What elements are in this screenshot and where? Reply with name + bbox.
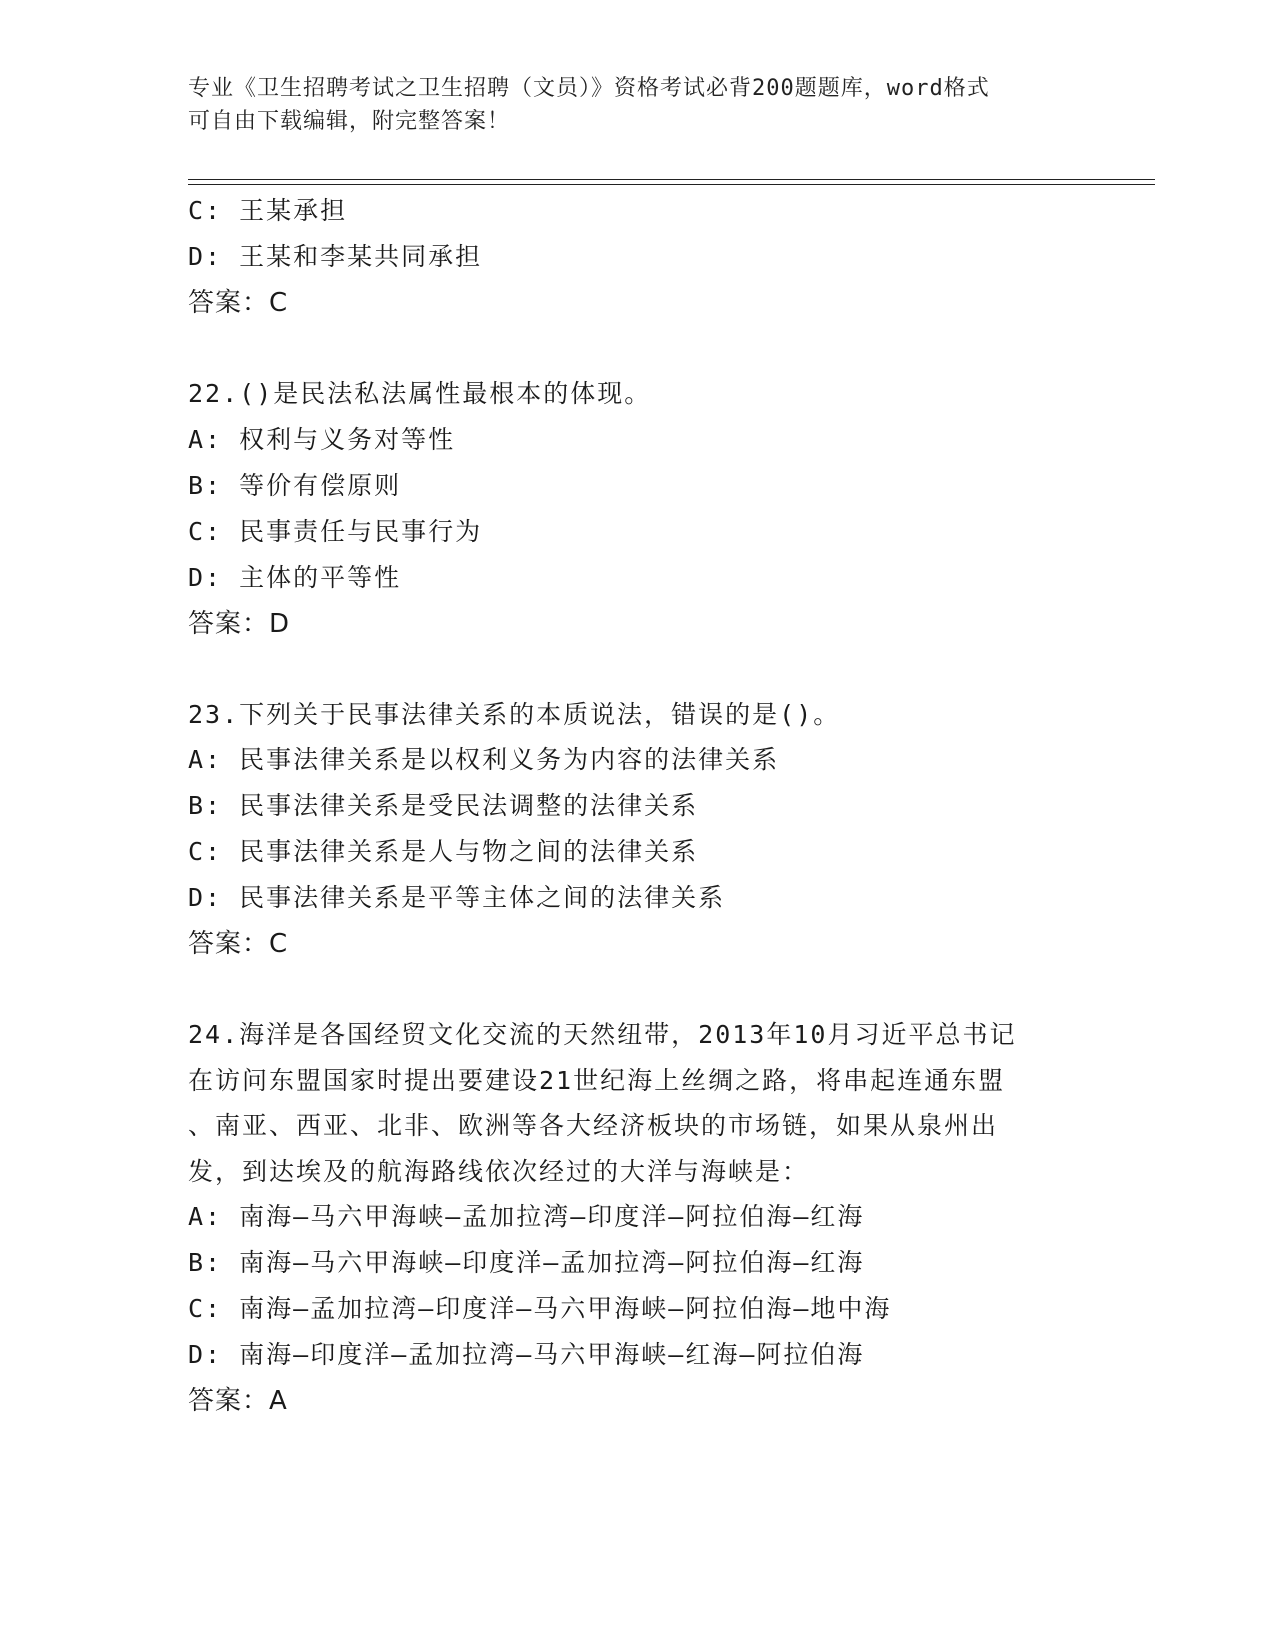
- question-stem-line-4: 发，到达埃及的航海路线依次经过的大洋与海峡是：: [188, 1156, 810, 1186]
- option-c: C: 王某承担: [188, 196, 348, 225]
- option-c: C: 民事责任与民事行为: [188, 516, 483, 546]
- document-header: [188, 72, 1088, 138]
- option-d: D: 南海—印度洋—孟加拉湾—马六甲海峡—红海—阿拉伯海: [188, 1340, 865, 1369]
- answer-label: 答案：C: [188, 929, 289, 959]
- option-a: A: 民事法律关系是以权利义务为内容的法律关系: [188, 745, 780, 774]
- header-divider-top: [188, 179, 1155, 180]
- option-a: A: 南海—马六甲海峡—孟加拉湾—印度洋—阿拉伯海—红海: [188, 1202, 865, 1231]
- question-stem-line-2: 在访问东盟国家时提出要建设21世纪海上丝绸之路，将串起连通东盟: [188, 1065, 1006, 1095]
- option-c: C: 南海—孟加拉湾—印度洋—马六甲海峡—阿拉伯海—地中海: [188, 1294, 892, 1323]
- option-d: D: 主体的平等性: [188, 562, 402, 592]
- spacer: [188, 967, 1088, 1012]
- header-title-line-1: 专业《卫生招聘考试之卫生招聘（文员）》资格考试必背200题题库，word格式: [188, 76, 990, 101]
- spacer: [188, 647, 1088, 692]
- option-d: D: 民事法律关系是平等主体之间的法律关系: [188, 883, 726, 912]
- spacer: [188, 326, 1088, 371]
- option-a: A: 权利与义务对等性: [188, 424, 456, 454]
- question-stem-line-3: 、南亚、西亚、北非、欧洲等各大经济板块的市场链，如果从泉州出: [188, 1111, 999, 1140]
- header-divider-bottom: [188, 184, 1155, 185]
- option-c: C: 民事法律关系是人与物之间的法律关系: [188, 837, 699, 866]
- answer-label: 答案：A: [188, 1386, 288, 1416]
- question-24: [188, 1012, 1088, 1424]
- question-22: [188, 371, 1088, 647]
- answer-label: 答案：D: [188, 608, 291, 639]
- option-b: B: 民事法律关系是受民法调整的法律关系: [188, 791, 699, 820]
- question-stem: 23.下列关于民事法律关系的本质说法，错误的是()。: [188, 699, 841, 729]
- question-list: [188, 188, 1088, 1424]
- option-b: B: 南海—马六甲海峡—印度洋—孟加拉湾—阿拉伯海—红海: [188, 1248, 865, 1277]
- question-stem-line-1: 24.海洋是各国经贸文化交流的天然纽带，2013年10月习近平总书记: [188, 1020, 1017, 1049]
- option-d: D: 王某和李某共同承担: [188, 242, 483, 271]
- option-b: B: 等价有偿原则: [188, 470, 402, 500]
- answer-label: 答案：C: [188, 288, 289, 318]
- question-23: [188, 692, 1088, 968]
- question-stem: 22.()是民法私法属性最根本的体现。: [188, 379, 652, 408]
- question-21-continued: [188, 188, 1088, 326]
- header-title-line-2: 可自由下载编辑，附完整答案！: [188, 109, 511, 134]
